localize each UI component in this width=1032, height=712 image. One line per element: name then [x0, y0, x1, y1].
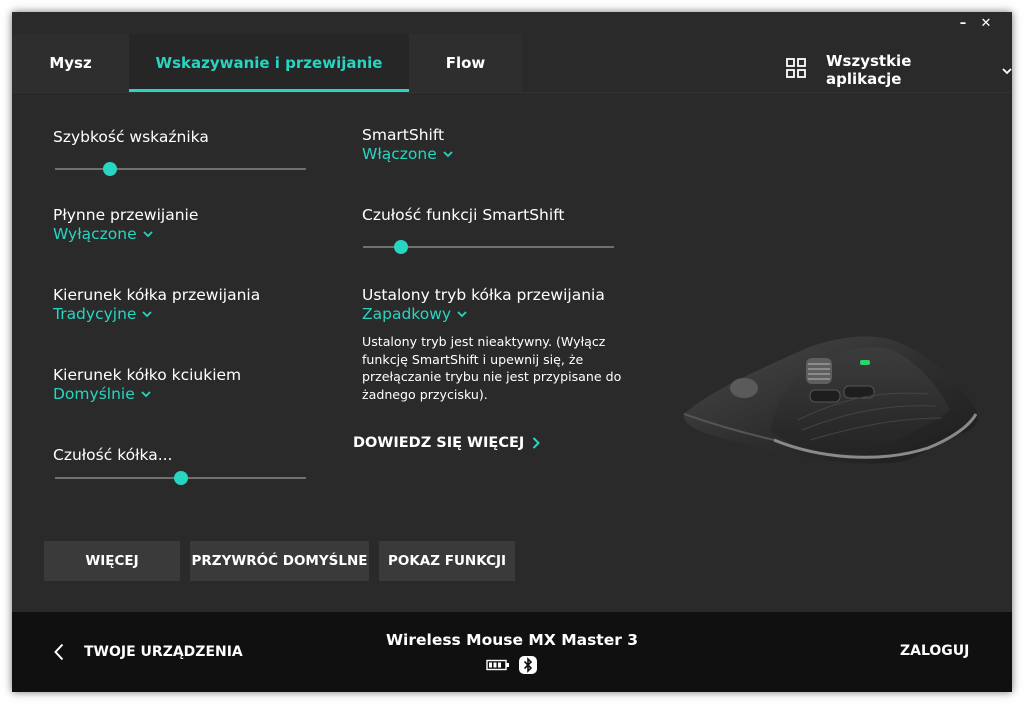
smartshift-value: Włączone [362, 145, 437, 163]
chevron-left-icon [54, 643, 64, 661]
slider-track [55, 168, 306, 170]
fixed-mode-info-text: Ustalony tryb jest nieaktywny. (Wyłącz funkcję SmartShift i upewnij się, że przełączanie trybu nie jest przypisane do żadnego przycisku). [362, 334, 622, 402]
thumb-wheel-direction-dropdown[interactable] [53, 385, 151, 403]
chevron-down-icon [1002, 61, 1012, 79]
grid-icon [786, 58, 806, 82]
fixed-wheel-mode-label: Ustalony tryb kółka przewijania [362, 286, 605, 304]
apps-selector-label: Wszystkie aplikacje [826, 52, 912, 88]
tab-mouse[interactable]: Mysz [49, 54, 92, 72]
led-indicator [860, 360, 870, 365]
mouse-image [678, 330, 984, 470]
login-link[interactable]: ZALOGUJ [900, 643, 970, 659]
smooth-scrolling-value: Wyłączone [53, 225, 137, 243]
minimize-button[interactable]: – [959, 16, 967, 31]
chevron-down-icon [141, 391, 151, 398]
more-button[interactable]: WIĘCEJ [44, 541, 180, 581]
restore-defaults-button[interactable]: PRZYWRÓĆ DOMYŚLNE [190, 541, 369, 581]
device-name: Wireless Mouse MX Master 3 [385, 631, 639, 649]
device-status [486, 655, 538, 675]
smartshift-label: SmartShift [362, 126, 445, 144]
tab-bar [12, 34, 522, 92]
chevron-right-icon [532, 437, 540, 449]
slider-thumb[interactable] [394, 240, 408, 254]
wheel-sensitivity-slider[interactable] [55, 468, 306, 488]
smartshift-sensitivity-label: Czułość funkcji SmartShift [362, 206, 565, 224]
scroll-direction-value: Tradycyjne [53, 305, 137, 323]
fixed-wheel-mode-dropdown[interactable] [362, 305, 467, 323]
show-features-button[interactable]: POKAZ FUNKCJI [379, 541, 515, 581]
tab-pointing-scrolling-label: Wskazywanie i przewijanie [155, 54, 383, 72]
app-window [12, 12, 1012, 692]
scroll-direction-dropdown[interactable] [53, 305, 152, 323]
back-to-devices-link[interactable] [54, 643, 243, 661]
smooth-scrolling-dropdown[interactable] [53, 225, 153, 243]
chevron-down-icon [457, 311, 467, 318]
scroll-direction-label: Kierunek kółka przewijania [53, 286, 261, 304]
chevron-down-icon [142, 311, 152, 318]
smartshift-sensitivity-slider[interactable] [363, 237, 614, 257]
smooth-scrolling-label: Płynne przewijanie [53, 206, 199, 224]
slider-thumb[interactable] [174, 471, 188, 485]
chevron-down-icon [443, 151, 453, 158]
learn-more-label: DOWIEDZ SIĘ WIĘCEJ [353, 435, 525, 451]
battery-icon [486, 659, 510, 671]
close-button[interactable]: ✕ [980, 16, 992, 31]
thumb-wheel-direction-value: Domyślnie [53, 385, 135, 403]
header-divider [12, 92, 1012, 93]
chevron-down-icon [143, 231, 153, 238]
fixed-wheel-mode-value: Zapadkowy [362, 305, 452, 323]
smartshift-dropdown[interactable] [362, 145, 453, 163]
slider-thumb[interactable] [103, 162, 117, 176]
tab-flow[interactable]: Flow [445, 54, 486, 72]
thumb-wheel-direction-label: Kierunek kółko kciukiem [53, 366, 242, 384]
tab-pointing-scrolling[interactable] [129, 34, 409, 92]
apps-selector[interactable] [786, 52, 1012, 88]
pointer-speed-label: Szybkość wskaźnika [53, 128, 209, 146]
learn-more-link[interactable] [353, 435, 540, 451]
footer-bar [12, 612, 1012, 692]
bluetooth-icon [518, 655, 538, 675]
back-label: TWOJE URZĄDZENIA [84, 644, 243, 660]
wheel-sensitivity-label: Czułość kółka... [53, 446, 173, 464]
pointer-speed-slider[interactable] [55, 159, 306, 179]
